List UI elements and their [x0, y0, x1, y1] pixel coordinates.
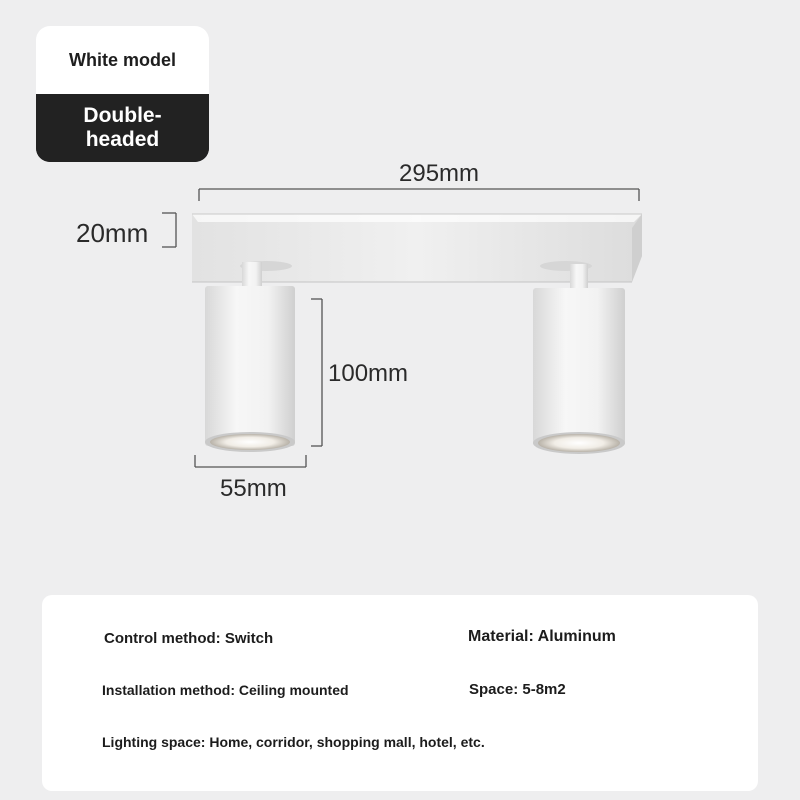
head-height-dimension-line — [311, 299, 322, 446]
spec-control-method: Control method: Switch — [104, 630, 274, 647]
spec-card — [42, 595, 758, 791]
bar-height-label: 20mm — [76, 218, 149, 248]
model-label: White model — [69, 49, 176, 70]
spec-lighting-space: Lighting space: Home, corridor, shopping mall, hotel, etc. — [102, 734, 485, 750]
spec-material: Material: Aluminum — [468, 628, 616, 645]
width-dimension-line — [199, 189, 639, 201]
width-label: 295mm — [399, 160, 480, 187]
head-diameter-label: 55mm — [220, 475, 287, 502]
spec-installation-method: Installation method: Ceiling mounted — [102, 682, 349, 698]
right-spotlight-head — [533, 264, 625, 454]
heads-label: Double-headed — [83, 104, 162, 151]
left-spotlight-head — [205, 262, 295, 452]
bar-height-dimension-line — [162, 213, 176, 247]
head-height-label: 100mm — [328, 360, 409, 387]
spec-space: Space: 5-8m2 — [469, 681, 566, 698]
head-diameter-dimension-line — [195, 455, 306, 467]
